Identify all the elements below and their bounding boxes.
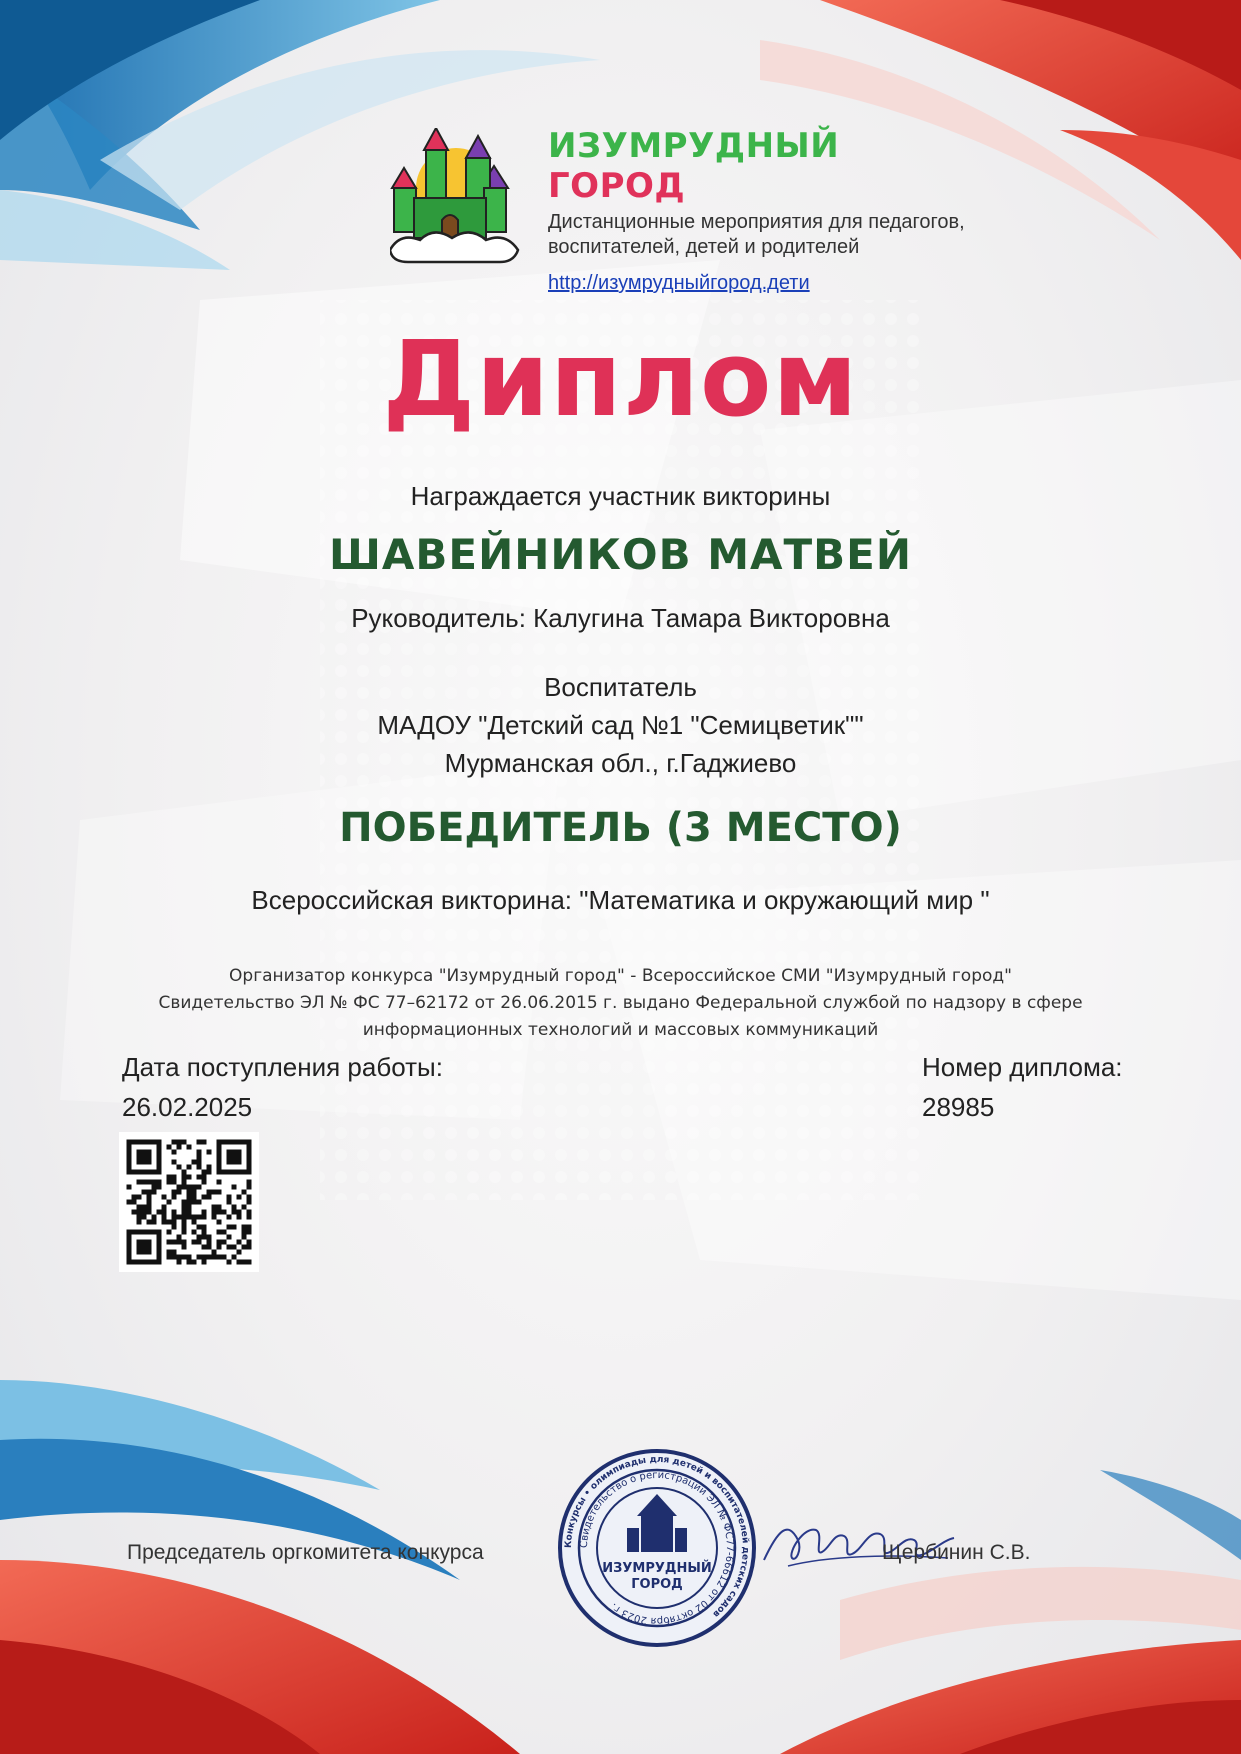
diploma-number-label: Номер диплома: bbox=[922, 1052, 1123, 1082]
diploma-title: Диплом bbox=[382, 318, 859, 440]
region-line: Мурманская обл., г.Гаджиево bbox=[444, 748, 797, 778]
organizer-info bbox=[140, 963, 1101, 1044]
supervisor-line: Руководитель: Калугина Тамара Викторовна bbox=[351, 603, 890, 633]
place-award: ПОБЕДИТЕЛЬ (3 МЕСТО) bbox=[339, 805, 902, 851]
seal-outer-text: Конкурсы • олимпиады для детей и воспитателей детских садов bbox=[563, 1454, 751, 1619]
participant-name: ШАВЕЙНИКОВ МАТВЕЙ bbox=[328, 530, 912, 579]
qr-code bbox=[119, 1132, 259, 1272]
position-line: Воспитатель bbox=[544, 672, 697, 702]
chairman-label: Председатель оргкомитета конкурса bbox=[127, 1541, 484, 1564]
brand-name-line1: ИЗУМРУДНЫЙ bbox=[548, 126, 840, 166]
quiz-name: Всероссийская викторина: "Математика и окружающий мир " bbox=[251, 885, 990, 915]
organizer-line1: Организатор конкурса "Изумрудный город" - Всероссийское СМИ "Изумрудный город" bbox=[229, 966, 1012, 986]
qr-code-icon bbox=[119, 1132, 259, 1272]
seal-inner-text: Свидетельство о регистрации ЭЛ № ФС77-66612 от 02 октября 2023 г. bbox=[578, 1469, 736, 1627]
castle-logo-icon bbox=[390, 128, 520, 268]
organizer-line2: Свидетельство ЭЛ № ФС 77–62172 от 26.06.2015 г. выдано Федеральной службой по надзору в сфере bbox=[158, 993, 1083, 1013]
diploma-number-value: 28985 bbox=[922, 1092, 995, 1122]
organization-line: МАДОУ "Детский сад №1 "Семицветик"" bbox=[377, 710, 864, 740]
organizer-line3: информационных технологий и массовых коммуникаций bbox=[362, 1020, 879, 1040]
brand-tagline: Дистанционные мероприятия для педагогов, воспитателей, детей и родителей bbox=[548, 211, 965, 258]
seal-center-line2: ГОРОД bbox=[631, 1577, 683, 1592]
signature-icon bbox=[758, 1500, 958, 1580]
website-link[interactable]: http://изумрудныйгород.дети bbox=[548, 272, 810, 294]
brand-name-line2: ГОРОД bbox=[548, 166, 686, 206]
date-value: 26.02.2025 bbox=[122, 1092, 253, 1122]
signer-name: Щербинин С.В. bbox=[882, 1541, 1031, 1564]
official-seal-icon bbox=[557, 1448, 757, 1648]
seal-center-line1: ИЗУМРУДНЫЙ bbox=[602, 1561, 712, 1576]
date-label: Дата поступления работы: bbox=[122, 1052, 443, 1082]
awarded-text: Награждается участник викторины bbox=[410, 481, 831, 511]
